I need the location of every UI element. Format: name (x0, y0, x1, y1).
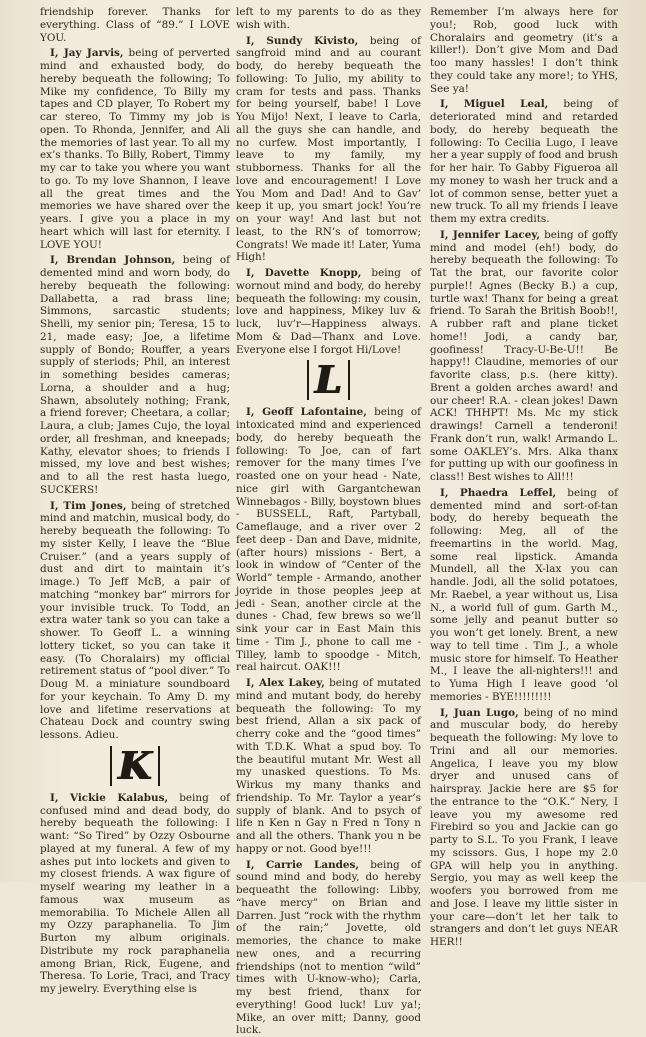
entry-text: being of demented mind and worn body, do hereby bequeath the following: Dallabetta, a rad brass line; Simmons, sarcastic students; Shelli, my senior pin; Teresa, 15 to 21, made easy; Joe, a lifetime supply of Bondo; Rouffer, a years supply of steriods; Phil, an interest in something besides cameras; Lorna, a shoulder and a hug; Shawn, absolutely nothing; Frank, a friend forever; Cheetara, a collar; Laura, a club; James Cujo, the loyal order, all freshman, and kneepads; Kathy, elevator shoes; to friends I missed, my love and best wishes; and to all the rest hasta luego, SUCKERS! (40, 254, 230, 496)
will-entry-geoff-lafontaine (236, 406, 421, 674)
column-middle (236, 6, 421, 878)
will-entry-brendan-johnson (40, 254, 230, 496)
entry-name: I, Sundy Kivisto, (246, 35, 358, 47)
entry-text: being of mutated mind and mutant body, do hereby bequeath the following: To my best friend, Allan a six pack of cherry coke and the “good times” with T.D.K. What a spud boy. To the beautiful mutant Mr. West all my unasked questions. To Ms. Wirkus my many thanks and friendship. To Mr. Taylor a year’s supply of blank. And to psych of life n Ken n Gay n Fred n Tony n and all the others. Thank you n be happy or not. Good bye!!! (236, 677, 421, 855)
entry-text: being of stretched mind and matchin, musical body, do hereby bequeath the following: To my sister Kelly, I leave the “Blue Cruiser.” (and a years supply of dust and dirt to maintain it’s image.) To Jeff McB, a pair of matching “monkey bar” mirrors for your invisible truck. To Todd, an extra water tank so you can take a shower. To Geoff L. a winning lottery ticket, so you can take it easy. (To Choralairs) my official retirement status of “pool diver.” To Doug M. a miniature soundboard for your keychain. To Amy D. my love and lifetime reservations at Chateau Dock and country swing lessons. Adieu. (40, 500, 230, 742)
entry-text: being of perverted mind and exhausted body, do hereby bequeath the following; To Mike my confidence, To Billy my tapes and CD player, To Robert my car stereo, To Timmy my job is open. To Rhonda, Jennifer, and Ali the memories of last year. To all my ex’s thanks. To Billy, Robert, Timmy my car to take you where you want to go. To my love Shannon, I leave all the great times and the memories we have shared over the years. I give you a place in my heart which will last for eternity. I LOVE YOU! (40, 47, 230, 250)
column-right (430, 6, 618, 878)
entry-text: being of demented mind and sort-of-tan body, do hereby bequeath the following: Meg, all of the freemartins in the world. Mag, some real lipstick. Amanda Mundell, all the X-lax you can handle. Jodi, all the solid potatoes, Mr. Raebel, a year without us, Lisa N., a world full of gum. Garth M., some jelly and peanut butter so you won’t get lonely. Brent, a new way to tell time . Tim J., a whole music store for himself. To Heather M., I leave the all-nighters!!! and to Yuma High I leave good ’ol memories - BYE!!!!!!!!! (430, 487, 618, 703)
section-letter-l: L (236, 360, 421, 400)
entry-name: I, Vickie Kalabus, (50, 792, 168, 804)
entry-text: being of sound mind and body, do hereby bequeatht the following: Libby, “have mercy” on Brian and Darren. Just “rock with the rhythm of the rain;” Jovette, old memories, the chance to make new ones, and a recurring friendships (not to mention “wild” times with U-know-who); Carla, my best friend, thanx for everything! Good luck! Luv ya!; Mike, an over mitt; Danny, good luck. (236, 859, 421, 1037)
will-entry-miguel-leal (430, 98, 618, 226)
entry-name: I, Brendan Johnson, (50, 254, 175, 266)
entry-text: being of wornout mind and body, do hereby bequeath the following: my cousin, love and happiness, Mikey luv & luck, luv’r—Happiness always. Mom & Dad—Thanx and Love. Everyone else I forgot Hi/Love! (236, 267, 421, 356)
entry-text: being of no mind and muscular body, do hereby bequeath the following: My love to Trini and all our memories. Angelica, I leave you my blow dryer and unused cans of hairspray. Jackie here are $5 for the entrance to the “O.K.” Nery, I leave you my awesome red Firebird so you and Jackie can go party to S.L. To you Frank, I leave my scissors. Gus, I hope my 2.0 GPA will help you in anything. Sergio, you may as well keep the woofers you borrowed from me and Jose. I leave my little sister in your care—don’t let her talk to strangers and don’t let guys NEAR HER!! (430, 707, 618, 949)
entry-name: I, Miguel Leal, (440, 98, 548, 110)
will-entry-vickie-kalabus (40, 792, 230, 996)
entry-text: being of sangfroid mind and au courant body, do hereby bequeath the following: To Julio, my ability to cram for tests and pass. Thanks for being yourself, babe! I Love You Mijo! Next, I leave to Carla, all the guys she can handle, and no curfew. Most importantly, I leave to my family, my stubborness. Thanks for all the love and encouragement! I Love You Mom and Dad! And to Gav’ keep it up, you smart jock! You’re on your way! And last but not least, to the RN’s of tomorrow; Congrats! We made it! Later, Yuma High! (236, 35, 421, 264)
will-entry-alex-lakey (236, 677, 421, 856)
entry-text: being of intoxicated mind and experienced body, do hereby bequeath the following: To Joe, can of fart remover for the many times I’ve roasted one on your head - Nate, nice girl with Gargantchewan Winnebagos - Billy, boystown blues - BUSSELL, Raft, Partyball, Cameflauge, and a river over 2 feet deep - Dan and Dave, midnite, (after hours) missions - Bert, a look in window of “Center of the World” temple - Armando, another joyride in those peoples jeep at jedi - Sean, another circle at the dunes - Chad, few brews so we’ll sink your car in East Main this time - Tim J., phone to call me - Tilley, lamb to spoodge - Mitch, real haircut. OAK!!! (236, 406, 421, 673)
entry-name: I, Tim Jones, (50, 500, 126, 512)
entry-name: I, Jay Jarvis, (50, 47, 124, 59)
entry-name: I, Geoff Lafontaine, (246, 406, 367, 418)
entry-text: being of deteriorated mind and retarded body, do hereby bequeath the following: To Cecilia Lugo, I leave her a year supply of food and brush for her hair. To Gabby Figueroa all my money to wash her truck and a lot of common sense, better yuet a new truck. To all my friends I leave them my extra credits. (430, 98, 618, 225)
will-entry-juan-lugo (430, 707, 618, 949)
entry-text: being of goffy mind and model (eh!) body, do hereby bequeath the following: To Tat the brat, our favorite color purple!! Agnes (Becky B.) a cup, turtle wax! Thanx for being a great friend. To Sarah the British Boob!!, A rubber raft and plane ticket home!! Jodi, a candy bar, goofiness! Tracy-U-Be-U!! Be happy!! Claudine, memories of our favorite class, p.s. (here kitty). Brent a golden arches award! and our cheer! R.A. - clean jokes! Dawn ACK! THHPT! Ms. Mc my stick drawings! Carnell a tenderoni! Frank don’t run, walk! Armando L. some OAKLEY’s. Mrs. Alka thanx for putting up with our goofiness in class!! Best wishes to All!!! (430, 229, 618, 483)
entry-name: I, Davette Knopp, (246, 267, 361, 279)
entry-continuation: left to my parents to do as they wish with. (236, 6, 421, 32)
entry-name: I, Jennifer Lacey, (440, 229, 540, 241)
entry-name: I, Carrie Landes, (246, 859, 359, 871)
entry-name: I, Juan Lugo, (440, 707, 519, 719)
entry-continuation: friendship forever. Thanks for everything. Class of “89.” I LOVE YOU. (40, 6, 230, 44)
column-left (40, 6, 230, 878)
will-entry-sundy-kivisto (236, 35, 421, 265)
entry-name: I, Phaedra Leffel, (440, 487, 556, 499)
entry-continuation: Remember I’m always here for you!; Rob, good luck with Choralairs and geometry (it’s a killer!). Don’t give Mom and Dad too many hassles! I don’t think they could take any more!; to YHS, See ya! (430, 6, 618, 95)
will-entry-jennifer-lacey (430, 229, 618, 484)
will-entry-tim-jones (40, 500, 230, 742)
entry-text: being of confused mind and dead body, do hereby bequeath the following: I want: “So Tired” by Ozzy Osbourne played at my funeral. A few of my ashes put into lockets and given to my closest friends. A wax figure of myself wearing my leather in a famous wax museum as memorabilia. To Michele Allen all my Ozzy paraphanelia. To Jim Burton my album originals. Distribute my rock paraphanelia among Brian, Rick, Eugene, and Theresa. To Lorie, Traci, and Tracy my jewelry. Everything else is (40, 792, 230, 995)
will-entry-carrie-landes (236, 859, 421, 1037)
entry-name: I, Alex Lakey, (246, 677, 325, 689)
section-letter-k: K (40, 746, 230, 786)
will-entry-davette-knopp (236, 267, 421, 356)
will-entry-phaedra-leffel (430, 487, 618, 704)
will-entry-jay-jarvis (40, 47, 230, 251)
